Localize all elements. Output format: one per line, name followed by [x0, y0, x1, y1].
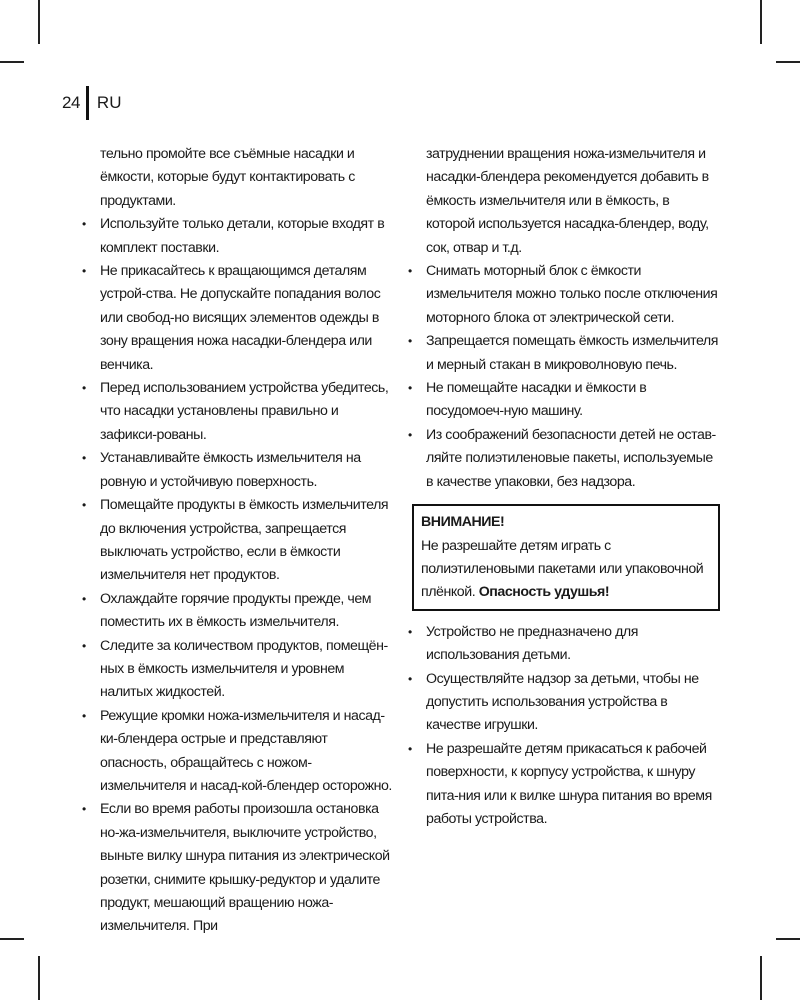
list-item: • Устанавливайте ёмкость измельчителя на ровную и устойчивую поверхность.: [82, 447, 392, 494]
right-intro-text: затруднении вращения ножа-измельчителя и насадки-блендера рекомендуется добавить в ёмкость измельчителя или в ёмкость, в которой используется насадка-блендер, воду, сок, отвар и т.д.: [426, 146, 709, 256]
list-item: • Из соображений безопасности детей не остав-ляйте полиэтиленовые пакеты, используемые в качестве упаковки, без надзора.: [408, 424, 720, 494]
bullet-icon: •: [408, 427, 412, 442]
list-item: • Режущие кромки ножа-измельчителя и насад-ки-блендера острые и представляют опасность, обращайтесь с ножом-измельчителя и насад-кой-блендер осторожно.: [82, 705, 392, 799]
crop-mark: [776, 938, 800, 940]
bullet-icon: •: [82, 802, 86, 817]
list-item: • Устройство не предназначено для использования детьми.: [408, 621, 720, 668]
list-item: • Помещайте продукты в ёмкость измельчителя до включения устройства, запрещается выключать устройство, если в ёмкости измельчителя нет продуктов.: [82, 494, 392, 588]
crop-mark: [38, 0, 40, 44]
crop-mark: [0, 61, 24, 63]
bullet-icon: •: [408, 624, 412, 639]
list-item: • Следите за количеством продуктов, помещён-ных в ёмкость измельчителя и уровнем налитых жидкостей.: [82, 635, 392, 705]
list-item: • Используйте только детали, которые входят в комплект поставки.: [82, 213, 392, 260]
bullet-icon: •: [82, 638, 86, 653]
bullet-icon: •: [408, 381, 412, 396]
bullet-icon: •: [82, 498, 86, 513]
crop-mark: [760, 0, 762, 44]
header-divider: [86, 86, 89, 120]
crop-mark: [0, 938, 24, 940]
list-item: • Если во время работы произошла остановка но-жа-измельчителя, выключите устройство, выньте вилку шнура питания из электрической розетки, снимите крышку-редуктор и удалите продукт, мешающий вращению ножа-измельчителя. При: [82, 798, 392, 938]
warning-title: ВНИМАНИЕ!: [421, 514, 505, 531]
list-item: • Не помещайте насадки и ёмкости в посудомоеч-ную машину.: [408, 377, 720, 424]
list-item: • Не разрешайте детям прикасаться к рабочей поверхности, к корпусу устройства, к шнуру пита-ния или к вилке шнура питания во время работы устройства.: [408, 738, 720, 832]
list-item: • Перед использованием устройства убедитесь, что насадки установлены правильно и зафикси-рованы.: [82, 377, 392, 447]
page-number: 24: [62, 93, 80, 112]
list-item: • Не прикасайтесь к вращающимся деталям устрой-ства. Не допускайте попадания волос или свобод-но висящих элементов одежды в зону вращения ножа насадки-блендера или венчика.: [82, 260, 392, 377]
list-item: • Снимать моторный блок с ёмкости измельчителя можно только после отключения моторного блока от электрической сети.: [408, 260, 720, 330]
left-column: [82, 143, 392, 939]
warning-box: [412, 504, 720, 611]
list-item: • Запрещается помещать ёмкость измельчителя и мерный стакан в микроволновую печь.: [408, 330, 720, 377]
bullet-icon: •: [82, 217, 86, 232]
warning-text: Не разрешайте детям играть с полиэтиленовыми пакетами или упаковочной плёнкой. Опасность удушья!: [421, 537, 704, 601]
list-item: • Осуществляйте надзор за детьми, чтобы не допустить использования устройства в качестве игрушки.: [408, 668, 720, 738]
warning-emphasis: Опасность удушья!: [478, 584, 610, 601]
crop-mark: [38, 956, 40, 1000]
bullet-icon: •: [408, 671, 412, 686]
bullet-icon: •: [408, 334, 412, 349]
left-bullet-list: [82, 213, 392, 939]
right-bullet-list: [408, 260, 720, 494]
crop-mark: [776, 61, 800, 63]
list-item: • Охлаждайте горячие продукты прежде, чем поместить их в ёмкость измельчителя.: [82, 588, 392, 635]
bullet-icon: •: [408, 264, 412, 279]
page-header: [62, 86, 121, 120]
bullet-icon: •: [82, 264, 86, 279]
bullet-icon: •: [408, 741, 412, 756]
bullet-icon: •: [82, 381, 86, 396]
left-intro-text: тельно промойте все съёмные насадки и ёмкости, которые будут контактировать с продуктами.: [100, 146, 355, 209]
language-code: RU: [96, 93, 122, 112]
bullet-icon: •: [82, 708, 86, 723]
right-column: [408, 143, 720, 831]
bullet-icon: •: [82, 451, 86, 466]
bullet-icon: •: [82, 591, 86, 606]
right-bullet-list-2: [408, 621, 720, 832]
crop-mark: [760, 956, 762, 1000]
